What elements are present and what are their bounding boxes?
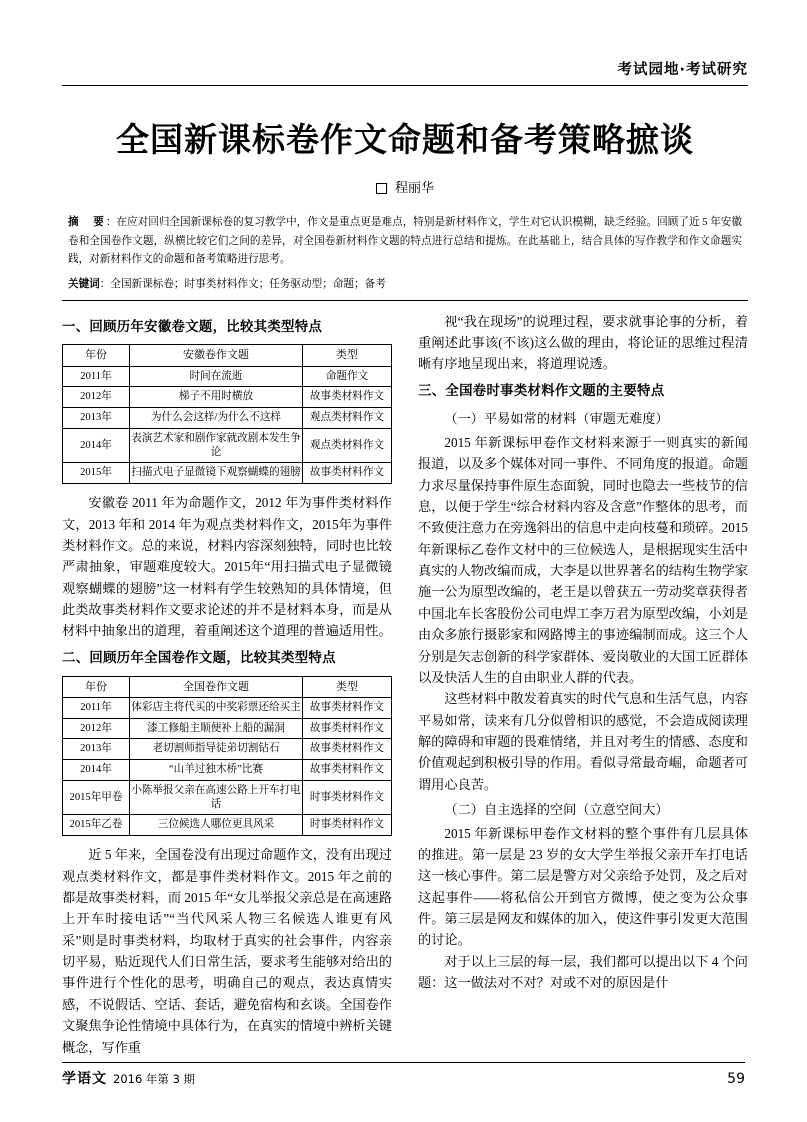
table-cell: 2013年 xyxy=(63,739,130,760)
table-cell: “山羊过独木桥”比赛 xyxy=(130,760,303,781)
table-header-cell: 年份 xyxy=(63,345,130,366)
paragraph-left-2: 近 5 年来，全国卷没有出现过命题作文，没有出现过观点类材料作文，都是事件类材料作文。2015 年之前的都是故事类材料，而 2015 年“女儿举报父亲总是在高速路上开车时接电话”“当代风采人物三名候选人谁更有风采”则是时事类材料，均取材于真实的社会事件，内容亲切平易，贴近现代人们日常生活，要求考生能够对给出的事件进行个性化的思考，明确自己的观点，表达真情实感，不说假话、空话、套话，避免宿构和玄谈。全国卷作文聚焦争论性情境中具体行为，在真实的情境中辨析关键概念，写作重 xyxy=(62,847,392,1055)
abstract: 摘 要：在应对回归全国新课标卷的复习教学中，作文是重点更是难点，特别是新材料作文，学生对它认识模糊，缺乏经验。回顾了近 5 年安徽卷和全国卷作文题，纵横比较它们之间的差异，对全国卷新材料作文题的特点进行总结和提炼。在此基础上，结合具体的写作教学和作文命题实践，对新材料作文的命题和备考策略进行思考。 xyxy=(68,217,743,266)
table-cell: 故事类材料作文 xyxy=(303,697,392,718)
paragraph-right-3: 2015 年新课标甲卷作文材料的整个事件有几层具体的推进。第一层是 23 岁的女大学生举报父亲开车打电话这一核心事件。第二层是警方对父亲给予处罚，及之后对这起事件——将私信公开到官方微博，使之变为公众事件。第三层是网友和媒体的加入，使这件事引发更大范围的讨论。 xyxy=(418,825,748,948)
right-column xyxy=(418,311,748,1058)
section-heading-2: 二、回顾历年全国卷作文题，比较其类型特点 xyxy=(62,650,336,666)
subsection-heading-3-1: （一）平易如常的材料（审题无难度） xyxy=(444,411,669,427)
table-row xyxy=(63,739,392,760)
section-heading-1: 一、回顾历年安徽卷文题，比较其类型特点 xyxy=(62,319,323,335)
abstract-label: 摘 要 xyxy=(68,217,106,228)
table-cell: 2012年 xyxy=(63,718,130,739)
table-header-cell: 年份 xyxy=(63,676,130,697)
paragraph-right-4: 对于以上三层的每一层，我们都可以提出以下 4 个问题：这一做法对不对？对或不对的原因是什 xyxy=(418,953,748,991)
table-cell: 观点类材料作文 xyxy=(303,408,392,429)
table-cell: 三位候选人哪位更具风采 xyxy=(130,815,303,836)
table-cell: 2014年 xyxy=(63,760,130,781)
table-national-topics xyxy=(62,676,392,837)
table-header-cell: 类型 xyxy=(303,676,392,697)
table-row xyxy=(63,697,392,718)
table-cell: 2015年乙卷 xyxy=(63,815,130,836)
table-cell: 时间在流逝 xyxy=(130,366,303,387)
table-row xyxy=(63,463,392,484)
table-cell: 观点类材料作文 xyxy=(303,428,392,463)
paragraph-left-1: 安徽卷 2011 年为命题作文，2012 年为事件类材料作文，2013 年和 2014 年为观点类材料作文，2015年为事件类材料作文。总的来说，材料内容深刻独特，同时也比较严肃抽象，审题难度较大。2015年“用扫描式电子显微镜观察蝴蝶的翅膀”这一材料有学生较熟知的具体情境，但此类故事类材料作文要求论述的并不是材料本身，而是从材料中抽象出的道理，着重阐述这个道理的普遍适用性。 xyxy=(62,495,392,639)
table-cell: 时事类材料作文 xyxy=(303,815,392,836)
table-cell: 小陈举报父亲在高速公路上开车打电话 xyxy=(130,780,303,815)
left-column xyxy=(62,311,392,1058)
author-box-icon xyxy=(376,183,387,194)
table-row xyxy=(63,408,392,429)
table-cell: 为什么会这样/为什么不这样 xyxy=(130,408,303,429)
table-cell: 2011年 xyxy=(63,697,130,718)
paragraph-right-2: 这些材料中散发着真实的时代气息和生活气息，内容平易如常，读来有几分似曾相识的感觉，不会造成阅读理解的障碍和审题的畏难情绪，并且对考生的情感、态度和价值观起到积极引导的作用。看似寻常最奇崛，命题者可谓用心良苦。 xyxy=(418,691,748,792)
table-cell: 梯子不用时横放 xyxy=(130,387,303,408)
table-cell: 命题作文 xyxy=(303,366,392,387)
table-header-cell: 全国卷作文题 xyxy=(130,676,303,697)
section-heading-3: 三、全国卷时事类材料作文题的主要特点 xyxy=(418,383,665,399)
page-content xyxy=(62,58,748,1068)
table-cell: 2014年 xyxy=(63,428,130,463)
table-cell: 故事类材料作文 xyxy=(303,760,392,781)
journal-name: 学语文 xyxy=(62,1071,107,1087)
journal-issue: 2016 年第 3 期 xyxy=(113,1072,196,1086)
paragraph-right-0: 视“我在现场”的说理过程，要求就事论事的分析，着重阐述此事该(不该)这么做的理由，将论证的思维过程清晰有序地呈现出来，将道理说透。 xyxy=(418,313,748,372)
table-cell: 时事类材料作文 xyxy=(303,780,392,815)
footer-left xyxy=(62,1068,195,1088)
table-cell: 扫描式电子显微镜下观察蝴蝶的翅膀 xyxy=(130,463,303,484)
table-cell: 表演艺术家和剧作家就改剧本发生争论 xyxy=(130,428,303,463)
table-row xyxy=(63,780,392,815)
subsection-heading-3-2: （二）自主选择的空间（立意空间大） xyxy=(444,802,669,818)
keywords-text: 全国新课标卷；时事类材料作文；任务驱动型；命题；备考 xyxy=(110,278,386,290)
page-number: 59 xyxy=(727,1071,745,1087)
table-row xyxy=(63,718,392,739)
table-header-cell: 安徽卷作文题 xyxy=(130,345,303,366)
abstract-text: 在应对回归全国新课标卷的复习教学中，作文是重点更是难点，特别是新材料作文，学生对它认识模糊，缺乏经验。回顾了近 5 年安徽卷和全国卷作文题，纵横比较它们之间的差异，对全国卷新材料作文题的特点进行总结和提炼。在此基础上，结合具体的写作教学和作文命题实践，对新材料作文的命题和备考策略进行思考。 xyxy=(68,217,743,266)
table-cell: 故事类材料作文 xyxy=(303,387,392,408)
table-row xyxy=(63,815,392,836)
table-cell: 2015年甲卷 xyxy=(63,780,130,815)
author-line xyxy=(62,177,748,196)
paragraph-right-1: 2015 年新课标甲卷作文材料来源于一则真实的新闻报道，以及多个媒体对同一事件、不同角度的报道。命题力求尽量保持事件原生态面貌，同时也隐去一些枝节的信息，以便于学生“综合材料内容及含意”作整体的思考，而不致使注意力在旁逸斜出的信息中走向枝蔓和琐碎。2015 年新课标乙卷作文材中的三位候选人，是根据现实生活中真实的人物改编而成，大李是以世界著名的结构生物学家施一公为原型改编的，老王是以曾获五一劳动奖章获得者中国北车长客股份公司电焊工李万君为原型改编，小刘是由众多旅行摄影家和网路博主的事迹编制而成。这三个人分别是矢志创新的科学家群体、爱岗敬业的大国工匠群体以及快活人生的自由职业人群的代表。 xyxy=(418,434,748,685)
article-title: 全国新课标卷作文命题和备考策略摭谈 xyxy=(116,120,694,159)
table-header-cell: 类型 xyxy=(303,345,392,366)
divider xyxy=(62,300,748,301)
table-cell: 2015年 xyxy=(63,463,130,484)
table-header-row xyxy=(63,345,392,366)
table-cell: 故事类材料作文 xyxy=(303,739,392,760)
page-footer xyxy=(62,1062,745,1088)
table-cell: 2013年 xyxy=(63,408,130,429)
table-cell: 2012年 xyxy=(63,387,130,408)
table-cell: 2011年 xyxy=(63,366,130,387)
table-row xyxy=(63,760,392,781)
table-cell: 故事类材料作文 xyxy=(303,463,392,484)
table-row xyxy=(63,366,392,387)
table-cell: 体彩店主将代买的中奖彩票还给买主 xyxy=(130,697,303,718)
table-anhui-topics xyxy=(62,344,392,484)
journal-section-header: 考试园地·考试研究 xyxy=(62,58,748,86)
author-name: 程丽华 xyxy=(394,181,434,196)
two-column-body xyxy=(62,311,748,1058)
table-cell: 漆工修船主顺便补上船的漏洞 xyxy=(130,718,303,739)
table-cell: 故事类材料作文 xyxy=(303,718,392,739)
keywords-label: 关键词 xyxy=(68,278,100,290)
table-cell: 老切割师指导徒弟切割钻石 xyxy=(130,739,303,760)
table-row xyxy=(63,428,392,463)
table-header-row xyxy=(63,676,392,697)
table-row xyxy=(63,387,392,408)
keywords: 关键词：全国新课标卷；时事类材料作文；任务驱动型；命题；备考 xyxy=(68,278,386,290)
